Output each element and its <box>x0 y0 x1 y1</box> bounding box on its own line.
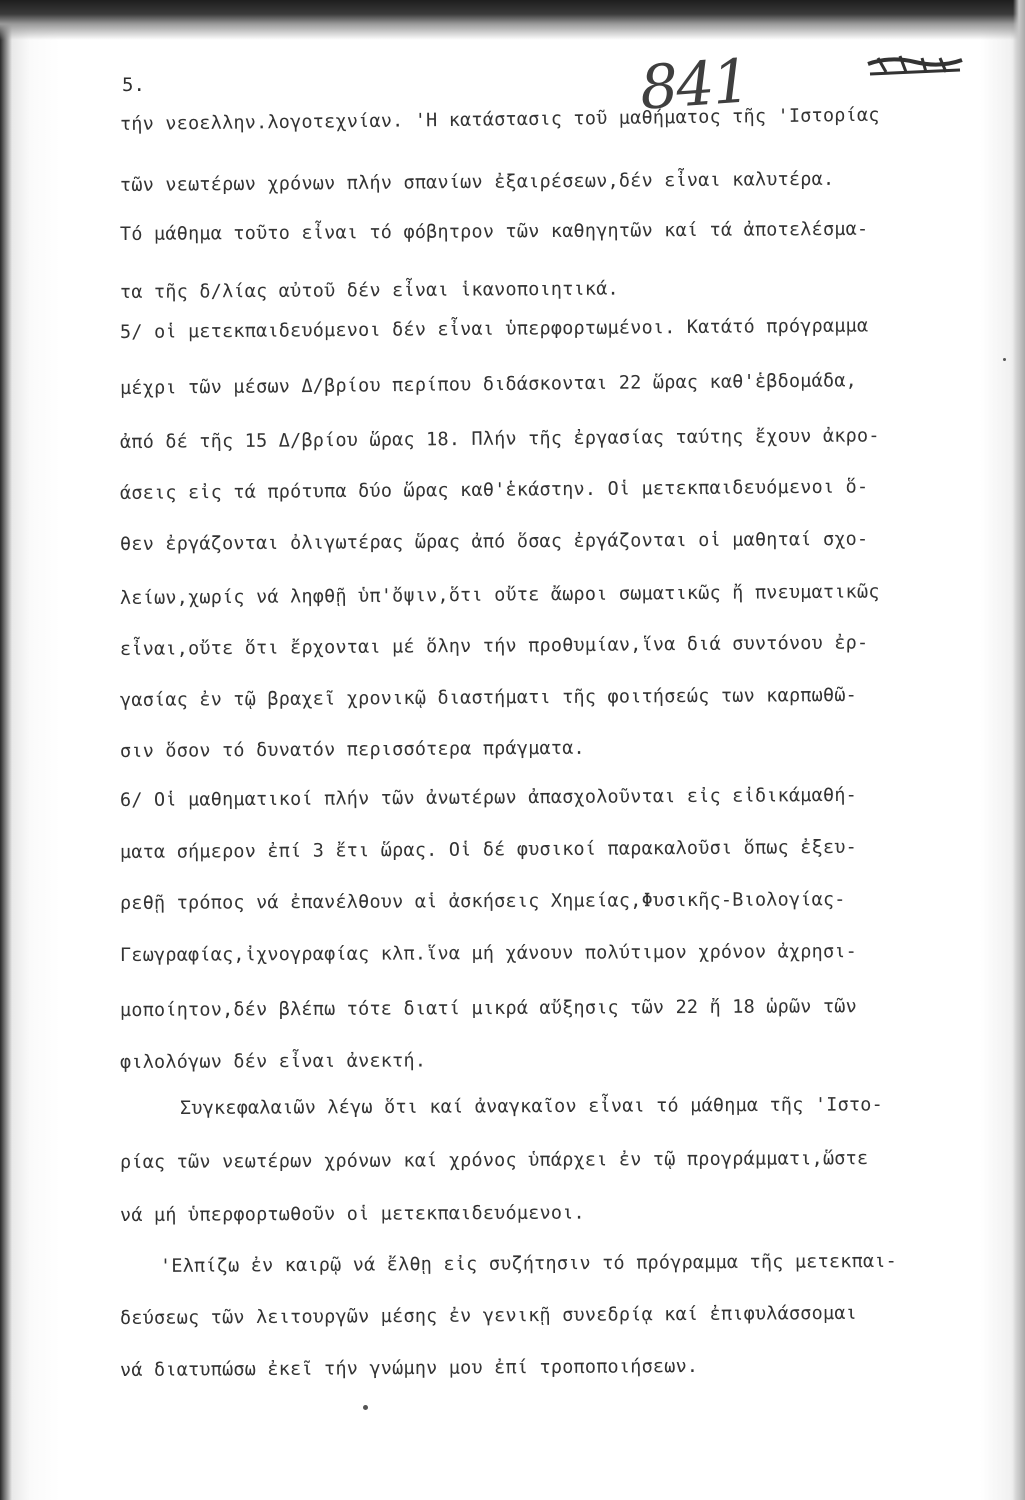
text-line: μοποίητον,δέν βλέπω τότε διατί μικρά αὔξησις τῶν 22 ἤ 18 ὡρῶν τῶν <box>119 996 858 1021</box>
text-line: Τό μάθημα τοῦτο εἶναι τό φόβητρον τῶν καθηγητῶν καί τά ἀποτελέσμα- <box>119 218 869 245</box>
text-line: ἀπό δέ τῆς 15 Δ/βρίου ὥρας 18. Πλήν τῆς ἐργασίας ταύτης ἔχουν ἀκρο- <box>119 425 880 453</box>
text-line: γασίας ἐν τῷ βραχεῖ χρονικῷ διαστήματι τῆς φοιτήσεώς των καρπωθῶ- <box>119 684 858 711</box>
text-line: νά διατυπώσω ἐκεῖ τήν γνώμην μου ἐπί τροποποιήσεων. <box>119 1355 699 1381</box>
text-line: νά μή ὑπερφορτωθοῦν οἱ μετεκπαιδευόμενοι. <box>119 1202 585 1226</box>
text-line: Συγκεφαλαιῶν λέγω ὅτι καί ἀναγκαῖον εἶναι τό μάθημα τῆς 'Ιστο- <box>179 1094 884 1119</box>
text-line: τα τῆς δ/λίας αὐτοῦ δέν εἶναι ἱκανοποιητικά. <box>119 278 619 303</box>
text-line: εἶναι,οὔτε ὅτι ἔρχονται μέ ὅλην τήν προθυμίαν,ἵνα διά συντόνου ἐρ- <box>119 632 869 660</box>
text-line: 5/ οἱ μετεκπαιδευόμενοι δέν εἶναι ὑπερφορτωμένοι. Κατάτό πρόγραμμα <box>119 315 869 343</box>
text-line: λείων,χωρίς νά ληφθῇ ὑπ'ὄψιν,ὅτι οὔτε ἄωροι σωματικῶς ἤ πνευματικῶς <box>119 581 880 609</box>
text-line: σιν ὅσον τό δυνατόν περισσότερα πράγματα. <box>119 737 585 762</box>
text-line: θεν ἐργάζονται ὀλιγωτέρας ὥρας ἀπό ὅσας ἐργάζονται οἱ μαθηταί σχο- <box>119 528 869 555</box>
scan-top-edge <box>0 0 1025 40</box>
text-line: τῶν νεωτέρων χρόνων πλήν σπανίων ἐξαιρέσεων,δέν εἶναι καλυτέρα. <box>119 168 835 196</box>
text-line: ρίας τῶν νεωτέρων χρόνων καί χρόνος ὑπάρχει ἐν τῷ προγράμματι,ὥστε <box>119 1148 869 1173</box>
speck <box>363 1405 368 1410</box>
text-line: ρεθῇ τρόπος νά ἐπανέλθουν αἱ ἀσκήσεις Χημείας,Φυσικῆς-Βιολογίας- <box>119 889 846 914</box>
handwritten-scribble <box>860 50 970 90</box>
text-line: μέχρι τῶν μέσων Δ/βρίου περίπου διδάσκονται 22 ὥρας καθ'ἑβδομάδα, <box>119 370 858 399</box>
text-line: δεύσεως τῶν λειτουργῶν μέσης ἐν γενικῇ συνεδρίᾳ καί ἐπιφυλάσσομαι <box>119 1302 858 1329</box>
speck <box>1003 358 1006 361</box>
page-number: 5. <box>122 74 145 96</box>
text-line: Γεωγραφίας,ἰχνογραφίας κλπ.ἵνα μή χάνουν πολύτιμον χρόνον ἀχρησι- <box>119 941 858 966</box>
text-line: τήν νεοελλην.λογοτεχνίαν. 'Η κατάστασις τοῦ μαθήματος τῆς 'Ιστορίας <box>119 104 880 135</box>
text-line: άσεις εἰς τά πρότυπα δύο ὥρας καθ'ἑκάστην. Οἱ μετεκπαιδευόμενοι ὅ- <box>119 476 869 504</box>
text-line: φιλολόγων δέν εἶναι ἀνεκτή. <box>119 1050 427 1073</box>
text-line: ματα σήμερον ἐπί 3 ἔτι ὥρας. Οἱ δέ φυσικοί παρακαλοῦσι ὅπως ἐξευ- <box>119 836 858 863</box>
text-line: 6/ Οἱ μαθηματικοί πλήν τῶν ἀνωτέρων ἀπασχολοῦνται εἰς εἰδικάμαθή- <box>119 784 858 811</box>
handwritten-number: 841 <box>637 46 751 124</box>
text-line: 'Ελπίζω ἐν καιρῷ νά ἔλθῃ εἰς συζήτησιν τό πρόγραμμα τῆς μετεκπαι- <box>159 1250 898 1277</box>
